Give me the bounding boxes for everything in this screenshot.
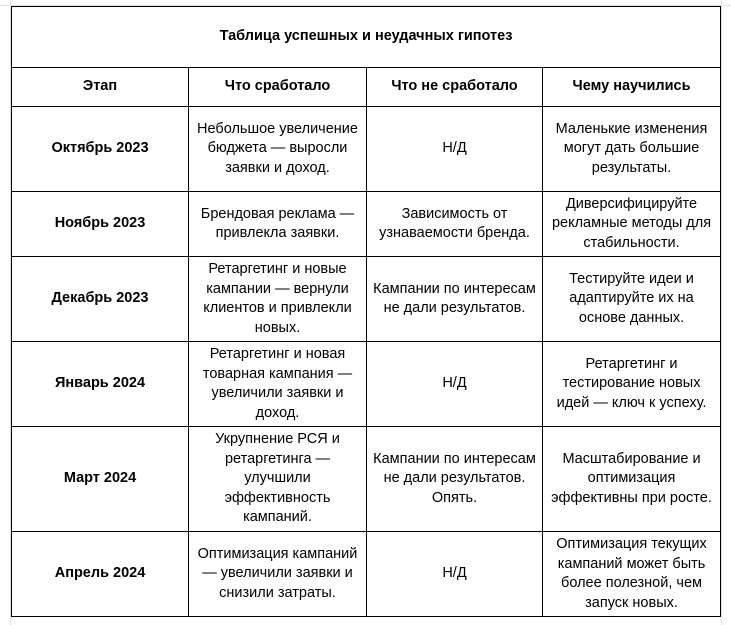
stage-cell[interactable]: Апрель 2024 bbox=[12, 532, 189, 617]
stage-cell[interactable]: Март 2024 bbox=[12, 427, 189, 532]
stage-cell[interactable]: Декабрь 2023 bbox=[12, 257, 189, 342]
column-header-not-worked[interactable]: Что не сработало bbox=[367, 68, 543, 107]
worked-cell[interactable]: Ретаргетинг и новая товарная кампания — увеличили заявки и доход. bbox=[189, 342, 367, 427]
table-title[interactable]: Таблица успешных и неудачных гипотез bbox=[12, 7, 721, 68]
stage-cell[interactable]: Октябрь 2023 bbox=[12, 107, 189, 192]
table-row bbox=[12, 532, 721, 617]
stage-cell[interactable]: Ноябрь 2023 bbox=[12, 192, 189, 257]
worked-cell[interactable]: Оптимизация кампаний — увеличили заявки и снизили затраты. bbox=[189, 532, 367, 617]
worked-cell[interactable]: Укрупнение РСЯ и ретаргетинга — улучшили эффективность кампаний. bbox=[189, 427, 367, 532]
not-worked-cell[interactable]: Н/Д bbox=[367, 342, 543, 427]
worked-cell[interactable]: Брендовая реклама — привлекла заявки. bbox=[189, 192, 367, 257]
table-row bbox=[12, 107, 721, 192]
not-worked-cell[interactable]: Н/Д bbox=[367, 107, 543, 192]
not-worked-cell[interactable]: Н/Д bbox=[367, 532, 543, 617]
learned-cell[interactable]: Тестируйте идеи и адаптируйте их на основе данных. bbox=[543, 257, 721, 342]
table-row bbox=[12, 427, 721, 532]
learned-cell[interactable]: Масштабирование и оптимизация эффективны при росте. bbox=[543, 427, 721, 532]
learned-cell[interactable]: Диверсифицируйте рекламные методы для стабильности. bbox=[543, 192, 721, 257]
not-worked-cell[interactable]: Кампании по интересам не дали результатов. bbox=[367, 257, 543, 342]
worked-cell[interactable]: Небольшое увеличение бюджета — выросли заявки и доход. bbox=[189, 107, 367, 192]
grid-line bbox=[721, 0, 722, 625]
column-header-learned[interactable]: Чему научились bbox=[543, 68, 721, 107]
learned-cell[interactable]: Маленькие изменения могут дать большие результаты. bbox=[543, 107, 721, 192]
stage-cell[interactable]: Январь 2024 bbox=[12, 342, 189, 427]
table-row bbox=[12, 257, 721, 342]
column-header-stage[interactable]: Этап bbox=[12, 68, 189, 107]
hypotheses-table bbox=[11, 6, 721, 617]
not-worked-cell[interactable]: Зависимость от узнаваемости бренда. bbox=[367, 192, 543, 257]
table-row bbox=[12, 192, 721, 257]
table-row bbox=[12, 342, 721, 427]
worked-cell[interactable]: Ретаргетинг и новые кампании — вернули клиентов и привлекли новых. bbox=[189, 257, 367, 342]
not-worked-cell[interactable]: Кампании по интересам не дали результатов. Опять. bbox=[367, 427, 543, 532]
learned-cell[interactable]: Оптимизация текущих кампаний может быть более полезной, чем запуск новых. bbox=[543, 532, 721, 617]
learned-cell[interactable]: Ретаргетинг и тестирование новых идей — ключ к успеху. bbox=[543, 342, 721, 427]
column-header-worked[interactable]: Что сработало bbox=[189, 68, 367, 107]
